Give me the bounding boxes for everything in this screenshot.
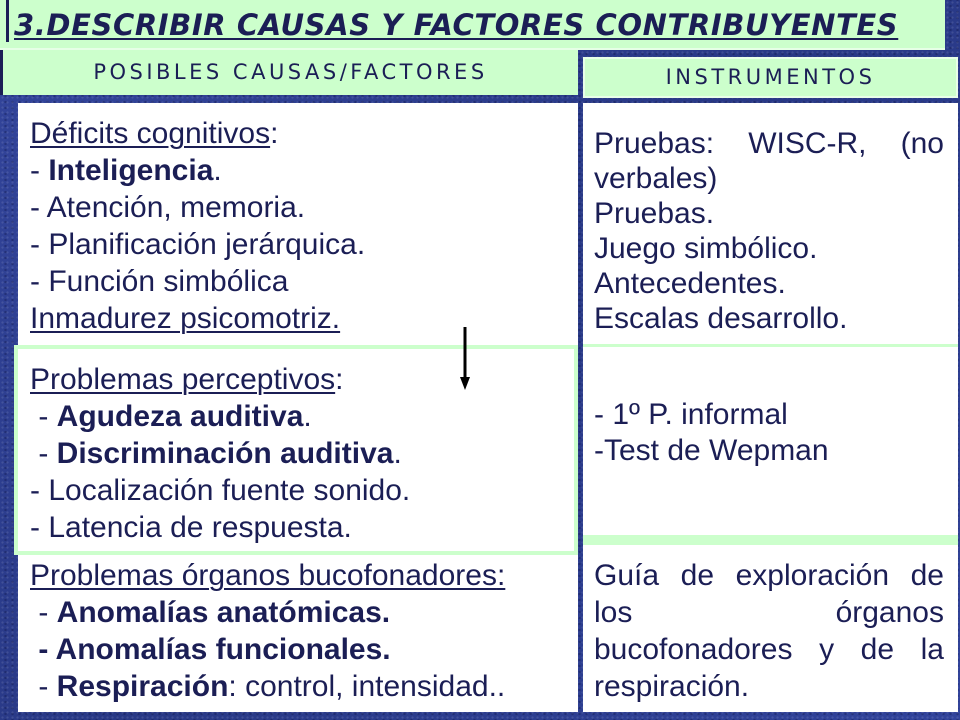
cause-heading-colon: : xyxy=(335,363,344,396)
cause-item-text: - Planificación jerárquica. xyxy=(30,228,366,261)
down-arrow-icon xyxy=(458,327,472,391)
cause-heading xyxy=(30,115,578,152)
cause-footer xyxy=(30,300,578,337)
cause-item xyxy=(30,509,574,546)
cause-heading xyxy=(30,361,574,398)
cause-item xyxy=(30,472,574,509)
cause-item-emphasis: Respiración xyxy=(56,670,229,703)
instrument-item: Pruebas: WISC-R, (no verbales) xyxy=(594,127,944,195)
cause-item xyxy=(30,226,578,263)
cause-item-emphasis: Discriminación auditiva xyxy=(56,437,394,470)
instruments-box-organs xyxy=(583,545,958,712)
cause-item xyxy=(30,594,578,631)
cause-item-suffix: : control, intensidad.. xyxy=(228,670,506,703)
instrument-item: Guía de exploración de los órganos bucofonadores y de la respiración. xyxy=(594,559,944,703)
cause-heading-colon: : xyxy=(270,117,279,150)
cause-item xyxy=(30,263,578,300)
instrument-item: Antecedentes. xyxy=(594,267,786,300)
causes-box-organs xyxy=(18,553,578,712)
cause-item xyxy=(30,189,578,226)
cause-heading-text: Problemas órganos bucofonadores xyxy=(30,559,497,592)
cause-heading xyxy=(30,557,578,594)
causes-column-header-label: POSIBLES CAUSAS/FACTORES xyxy=(93,60,488,84)
cause-heading-text: Déficits cognitivos xyxy=(30,117,271,150)
title-banner xyxy=(0,0,945,50)
cause-item xyxy=(30,435,574,472)
cause-item-prefix: - xyxy=(30,596,57,629)
cause-heading-text: Problemas perceptivos xyxy=(30,363,336,396)
cause-item xyxy=(30,398,574,435)
cause-item-text: - Atención, memoria. xyxy=(30,191,306,224)
instrument-item: Pruebas. xyxy=(594,197,715,230)
cause-item-prefix: - xyxy=(30,670,57,703)
causes-box-perceptual xyxy=(14,345,578,555)
cause-item xyxy=(30,152,578,189)
instrument-item: - 1º P. informal xyxy=(594,398,788,431)
cause-item-emphasis: Anomalías anatómicas. xyxy=(56,596,391,629)
cause-item-suffix: . xyxy=(393,437,402,470)
cause-item-prefix: - xyxy=(30,154,49,187)
instruments-box-perceptual xyxy=(583,347,958,545)
cause-item-prefix: - xyxy=(30,437,57,470)
cause-heading-colon: : xyxy=(496,559,506,592)
cause-footer-text: Inmadurez psicomotriz. xyxy=(30,302,341,335)
causes-box-cognitive xyxy=(18,103,578,347)
cause-item-prefix: - xyxy=(30,400,57,433)
cause-item-text: - Latencia de respuesta. xyxy=(30,511,352,544)
instruments-column-header-label: INSTRUMENTOS xyxy=(665,65,876,89)
instruments-box-cognitive xyxy=(583,103,958,347)
header-left-rule xyxy=(6,0,9,42)
cause-item-suffix: . xyxy=(303,400,312,433)
cause-item-emphasis: Inteligencia xyxy=(48,154,214,187)
cause-item-text: - Función simbólica xyxy=(30,265,289,298)
cause-item-emphasis: Agudeza auditiva xyxy=(56,400,304,433)
instrument-item: -Test de Wepman xyxy=(594,434,829,467)
instrument-item: Escalas desarrollo. xyxy=(594,302,848,335)
cause-item xyxy=(30,631,578,668)
cause-item xyxy=(30,668,578,705)
cause-item-suffix: . xyxy=(213,154,222,187)
cause-item-emphasis: - Anomalías funcionales. xyxy=(38,633,391,666)
instruments-column-header xyxy=(583,57,958,98)
instrument-item: Juego simbólico. xyxy=(594,232,818,265)
slide-title: 3.DESCRIBIR CAUSAS Y FACTORES CONTRIBUYENTES xyxy=(14,8,899,42)
causes-column-header xyxy=(0,50,578,95)
cause-item-text: - Localización fuente sonido. xyxy=(30,474,411,507)
